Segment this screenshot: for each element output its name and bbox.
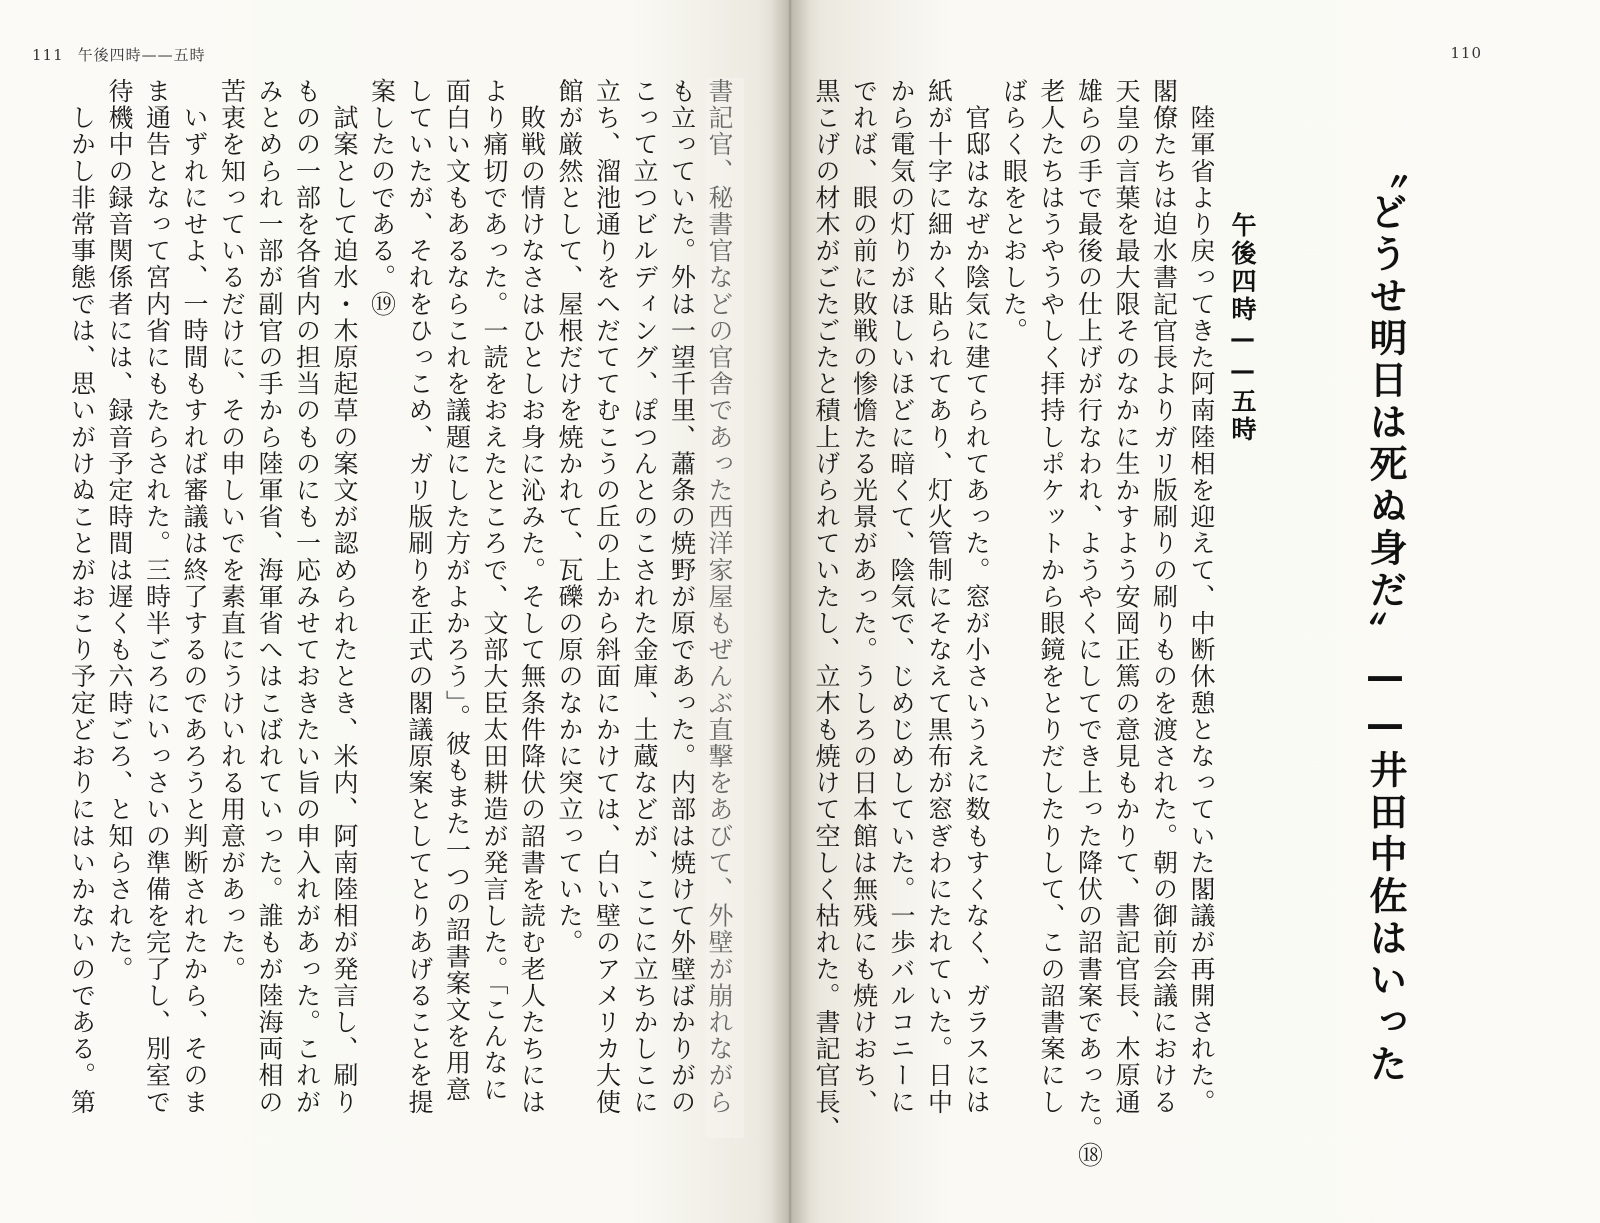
left-page-body-text: 書記官、秘書官などの官舎であった西洋家屋もぜんぶ直撃をあびて、外壁が崩れながら も立っていた。外は一望千里、蕭条の焼野が原であった。内部は焼けて外壁ばかりがの こって立つビルディング、ぽつんとのこされた金庫、土蔵などが、ここに立ちかしこに 立ち、溜池通りをへだててむこうの丘の上から斜面にかけては、白い壁のアメリカ大使 館が厳然として、屋根だけを焼かれて、瓦礫の原のなかに突立っていた。 敗戦の情けなさはひとしお身に沁みた。そして無条件降伏の詔書を読む老人たちには より痛切であった。一読をおえたところで、文部大臣太田耕造が発言した。「こんなに 面白い文もあるならこれを議題にした方がよかろう」。彼もまた一つの詔書案文を用意 していたが、それをひっこめ、ガリ版刷りを正式の閣議原案としてとりあげることを提 案したのである。⑲ 試案として迫水・木原起草の案文が認められたとき、米内、阿南陸相が発言し、刷り ものの一部を各省内の担当のものにも一応みせておきたい旨の申入れがあった。これが みとめられ一部が副官の手から陸軍省、海軍省へはこばれていった。誰もが陸海両相の 苦衷を知っているだけに、その申しいでを素直にうけいれる用意があった。 いずれにせよ、一時間もすれば審議は終了するのであろうと判断されたから、そのま ま通告となって宮内省にもたらされた。三時半ごろにいっさいの準備を完了し、別室で 待機中の録音関係者には、録音予定時間は遅くも六時ごろ、と知らされた。 しかし非常事態では、思いがけぬことがおこり予定どおりにはいかないのである。第 bbox=[67, 78, 734, 1116]
gutter-shadow-overlay bbox=[706, 78, 744, 1138]
left-header-title: 午後四時——五時 bbox=[77, 46, 206, 64]
right-page-number: 110 bbox=[1450, 44, 1482, 62]
left-page-number: 111 bbox=[32, 46, 64, 64]
chapter-title: 〝どうせ明日は死ぬ身だ〟——井田中佐はいった bbox=[1363, 150, 1407, 1086]
right-page-body-text: 陸軍省より戻ってきた阿南陸相を迎えて、中断休憩となっていた閣議が再開された。 閣僚たちは迫水書記官長よりガリ版刷りの刷りものを渡された。朝の御前会議における 天皇の言葉を最大限そのなかに生かすよう安岡正篤の意見もかりて、書記官長、木原通 雄らの手で最後の仕上げが行なわれ、ようやくにしてでき上った降伏の詔書案であった。⑱ 老人たちはうやうやしく拝持しポケットから眼鏡をとりだしたりして、この詔書案にし ばらく眼をとおした。 官邸はなぜか陰気に建てられてあった。窓が小さいうえに数もすくなく、ガラスには 紙が十字に細かく貼られてあり、灯火管制にそなえて黒布が窓ぎわにたれていた。日中 から電気の灯りがほしいほどに暗くて、陰気で、じめじめしていた。一歩バルコニーに でれば、眼の前に敗戦の惨憺たる光景があった。うしろの日本館は無残にも焼けおち、 黒こげの材木がごたごたと積上げられていたし、立木も焼けて空しく枯れた。書記官長、 bbox=[812, 78, 1216, 1169]
left-running-header bbox=[32, 44, 206, 65]
section-heading: 午後四時——五時 bbox=[1228, 212, 1257, 444]
book-gutter bbox=[770, 0, 810, 1223]
